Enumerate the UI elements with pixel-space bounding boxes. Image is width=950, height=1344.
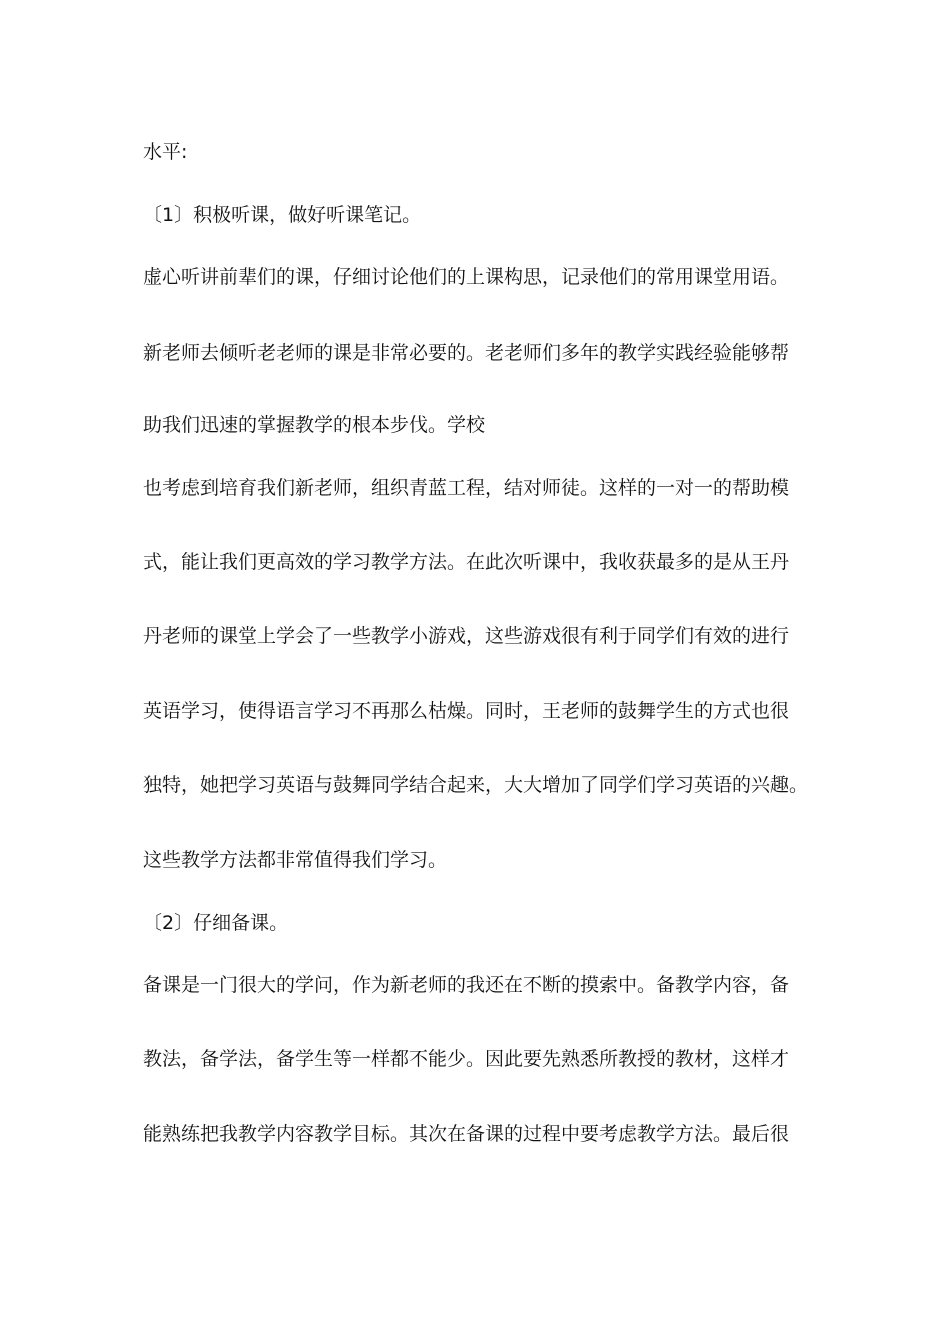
text-line: 虚心听讲前辈们的课，仔细讨论他们的上课构思，记录他们的常用课堂用语。 <box>143 266 790 288</box>
text-line: 也考虑到培育我们新老师，组织青蓝工程，结对师徒。这样的一对一的帮助模 <box>143 477 790 499</box>
text-line: 能熟练把我教学内容教学目标。其次在备课的过程中要考虑教学方法。最后很 <box>143 1123 790 1145</box>
text-line: 式，能让我们更高效的学习教学方法。在此次听课中，我收获最多的是从王丹 <box>143 551 790 573</box>
text-line: 教法，备学法，备学生等一样都不能少。因此要先熟悉所教授的教材，这样才 <box>143 1048 790 1070</box>
text-line: 新老师去倾听老老师的课是非常必要的。老老师们多年的教学实践经验能够帮 <box>143 342 790 364</box>
text-line: 英语学习，使得语言学习不再那么枯燥。同时，王老师的鼓舞学生的方式也很 <box>143 700 790 722</box>
text-line: 水平: <box>143 141 188 163</box>
text-line: 这些教学方法都非常值得我们学习。 <box>143 849 448 871</box>
text-line: 独特，她把学习英语与鼓舞同学结合起来，大大增加了同学们学习英语的兴趣。 <box>143 774 809 796</box>
text-line: 备课是一门很大的学问，作为新老师的我还在不断的摸索中。备教学内容，备 <box>143 974 790 996</box>
section-heading-2: 〔2〕仔细备课。 <box>143 912 289 934</box>
text-line: 助我们迅速的掌握教学的根本步伐。学校 <box>143 414 486 436</box>
section-heading-1: 〔1〕积极听课，做好听课笔记。 <box>143 204 422 226</box>
text-line: 丹老师的课堂上学会了一些教学小游戏，这些游戏很有利于同学们有效的进行 <box>143 625 790 647</box>
